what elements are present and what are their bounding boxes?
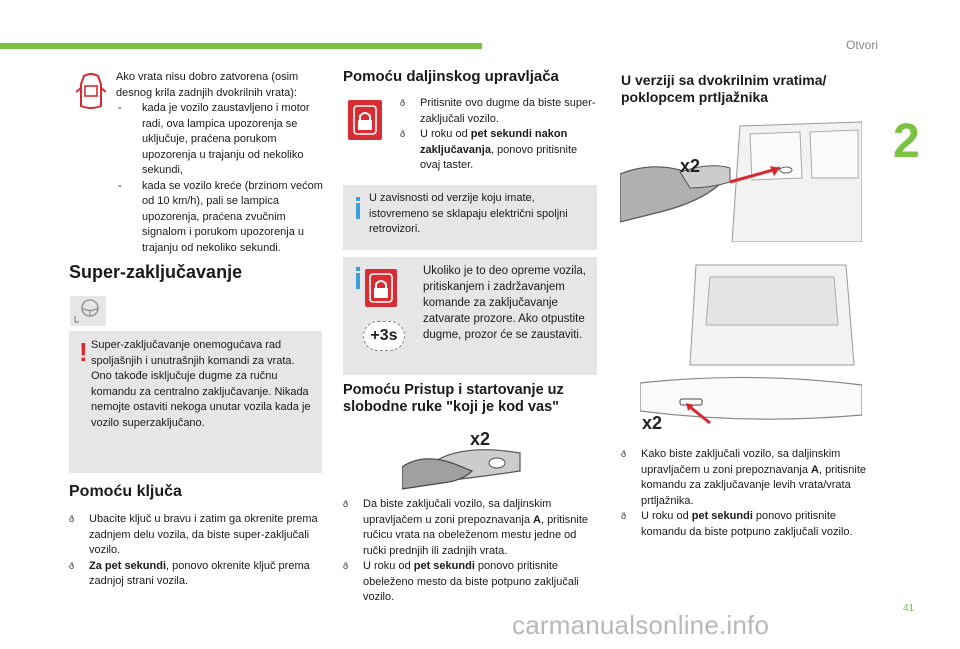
chapter-number: 2 bbox=[893, 115, 920, 168]
door-handle-illustration bbox=[402, 423, 532, 493]
hands-free-bullet-1: ð Da biste zaključali vozilo, sa daljinskim upravljačem u zoni prepoznavanja A, pritisnite ručicu vrata na obeleženom mestu jedne od ručki prednjih ili zadnjih vrata. bbox=[343, 497, 601, 559]
watermark: carmanualsonline.info bbox=[512, 610, 770, 640]
rear-double-door-illustration bbox=[620, 112, 862, 242]
double-door-bullet-1: ð Kako biste zaključali vozilo, sa daljinskim upravljačem u zoni prepoznavanja A, pritisnite komandu za zaključavanje levih vrata/vrata prtljažnika. bbox=[621, 447, 871, 509]
door-warning-intro: Ako vrata nisu dobro zatvorena (osim desnog krila zadnjih dvokrilnih vrata): bbox=[116, 71, 299, 99]
exclamation-icon: ! bbox=[79, 337, 88, 367]
super-locking-title: Super-zaključavanje bbox=[69, 262, 243, 282]
key-title: Pomoću ključa bbox=[69, 483, 182, 500]
press-twice-label-b: x2 bbox=[642, 413, 663, 433]
remote-bullet-2: ð U roku od pet sekundi nakon zaključavanja, ponovo pritisnite ovaj taster. bbox=[400, 127, 600, 174]
double-door-title: U verziji sa dvokrilnim vratima/ poklopcem prtljažnika bbox=[621, 72, 827, 105]
top-accent-bar bbox=[0, 43, 482, 49]
info-windows-text: Ukoliko je to deo opreme vozila, pritiskanjem i zadržavanjem komande za zaključavanje zatvarate prozore. Ako otpustite dugme, prozor će se zaustaviti. bbox=[423, 265, 586, 341]
remote-title: Pomoću daljinskog upravljača bbox=[343, 68, 559, 85]
lock-button-icon bbox=[365, 269, 397, 307]
warning-text: Super-zaključavanje onemogućava rad spoljašnjih i unutrašnjih komandi za vrata. Ono takođe isključuje dugme za ručnu komandu za centralno zaključavanje. Nikada nemojte ostaviti nekoga unutar vozila kada je vozilo superzaključano. bbox=[91, 339, 311, 429]
info-box-windows bbox=[343, 257, 597, 375]
door-open-warning-icon bbox=[76, 72, 106, 112]
lock-button-icon bbox=[348, 100, 382, 140]
dash-item-2: - kada se vozilo kreće (brzinom većom od 10 km/h), pali se lampica upozorenja, praćena zvučnim signalom i porukom upozorenja u trajanju od nekoliko sekundi. bbox=[116, 179, 324, 257]
info-box-mirrors bbox=[343, 185, 597, 250]
page-number: 41 bbox=[903, 603, 915, 614]
steering-wheel-icon bbox=[70, 296, 106, 326]
hands-free-bullet-2: ð U roku od pet sekundi ponovo pritisnite obeleženo mesto da biste potpuno zaključali vozilo. bbox=[343, 559, 601, 606]
key-bullet-2: ð Za pet sekundi, ponovo okrenite ključ prema zadnjoj strani vozila. bbox=[69, 559, 321, 590]
section-name: Otvori bbox=[845, 38, 878, 52]
double-door-bullet-2: ð U roku od pet sekundi ponovo pritisnite komandu da biste potpuno zaključali vozilo. bbox=[621, 509, 871, 540]
hold-3s-badge: +3s bbox=[363, 321, 405, 351]
info-icon bbox=[353, 197, 363, 219]
rear-tailgate-illustration bbox=[640, 255, 862, 437]
remote-bullet-1: ð Pritisnite ovo dugme da biste super-zaključali vozilo. bbox=[400, 96, 600, 127]
info-icon bbox=[353, 267, 363, 289]
hands-free-title: Pomoću Pristup i startovanje uz slobodne ruke "koji je kod vas" bbox=[343, 382, 564, 415]
press-twice-label-a: x2 bbox=[680, 156, 701, 176]
dash-item-1: - kada je vozilo zaustavljeno i motor radi, ova lampica upozorenja se uključuje, praćena porukom upozorenja u trajanju od nekoliko sekundi, bbox=[116, 101, 324, 179]
press-twice-label: x2 bbox=[470, 429, 491, 449]
info-mirrors-text: U zavisnosti od verzije koju imate, istovremeno se sklapaju električni spoljni retrovizori. bbox=[369, 192, 568, 235]
key-bullet-1: ð Ubacite ključ u bravu i zatim ga okrenite prema zadnjem delu vozila, da biste super-zaključali vozilo. bbox=[69, 512, 321, 559]
warning-box bbox=[69, 331, 322, 473]
